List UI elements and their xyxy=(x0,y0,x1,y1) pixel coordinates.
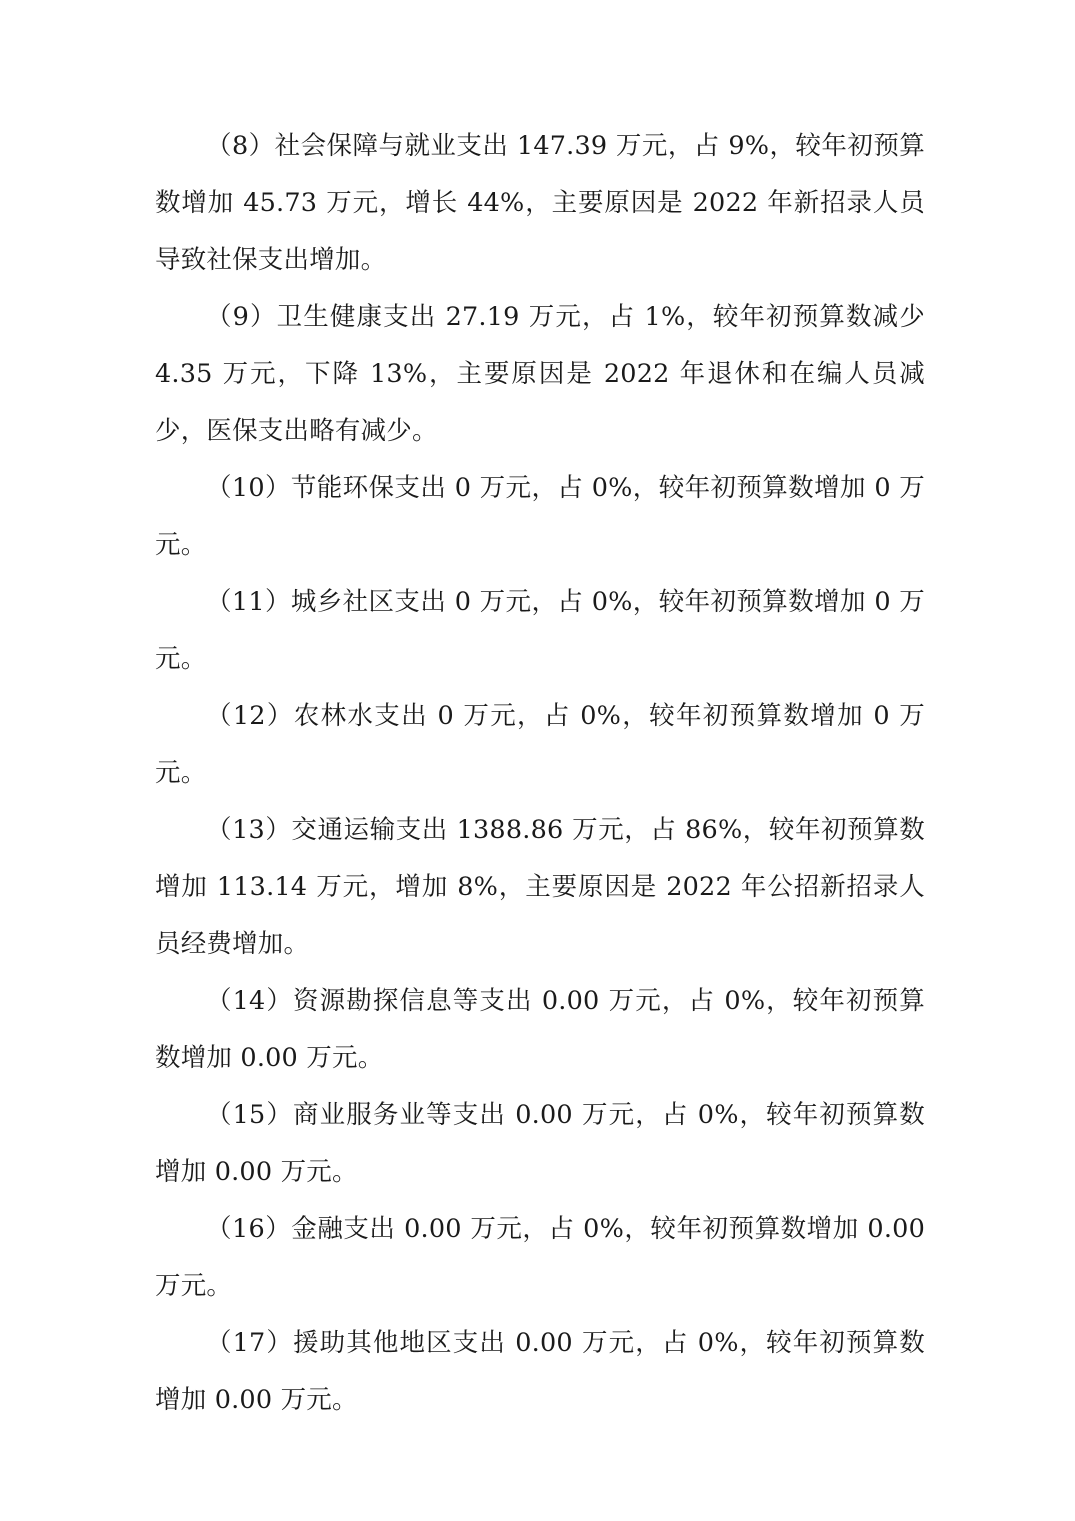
paragraph-item-8: （8）社会保障与就业支出 147.39 万元，占 9%，较年初预算数增加 45.73 万元，增长 44%，主要原因是 2022 年新招录人员导致社保支出增加。 xyxy=(155,131,925,275)
paragraph-item-14: （14）资源勘探信息等支出 0.00 万元，占 0%，较年初预算数增加 0.00 万元。 xyxy=(155,986,925,1073)
paragraph-item-10: （10）节能环保支出 0 万元，占 0%，较年初预算数增加 0 万元。 xyxy=(155,473,925,560)
paragraph-item-11: （11）城乡社区支出 0 万元，占 0%，较年初预算数增加 0 万元。 xyxy=(155,587,925,674)
paragraph-item-15: （15）商业服务业等支出 0.00 万元，占 0%，较年初预算数增加 0.00 万元。 xyxy=(155,1100,925,1187)
paragraph-item-13: （13）交通运输支出 1388.86 万元，占 86%，较年初预算数增加 113.14 万元，增加 8%，主要原因是 2022 年公招新招录人员经费增加。 xyxy=(155,815,925,959)
document-body xyxy=(155,118,925,1429)
paragraph-item-16: （16）金融支出 0.00 万元，占 0%，较年初预算数增加 0.00 万元。 xyxy=(155,1214,925,1301)
paragraph-item-12: （12）农林水支出 0 万元，占 0%，较年初预算数增加 0 万元。 xyxy=(155,701,925,788)
paragraph-item-9: （9）卫生健康支出 27.19 万元，占 1%，较年初预算数减少 4.35 万元，下降 13%，主要原因是 2022 年退休和在编人员减少，医保支出略有减少。 xyxy=(155,302,925,446)
paragraph-item-17: （17）援助其他地区支出 0.00 万元，占 0%，较年初预算数增加 0.00 万元。 xyxy=(155,1328,925,1415)
